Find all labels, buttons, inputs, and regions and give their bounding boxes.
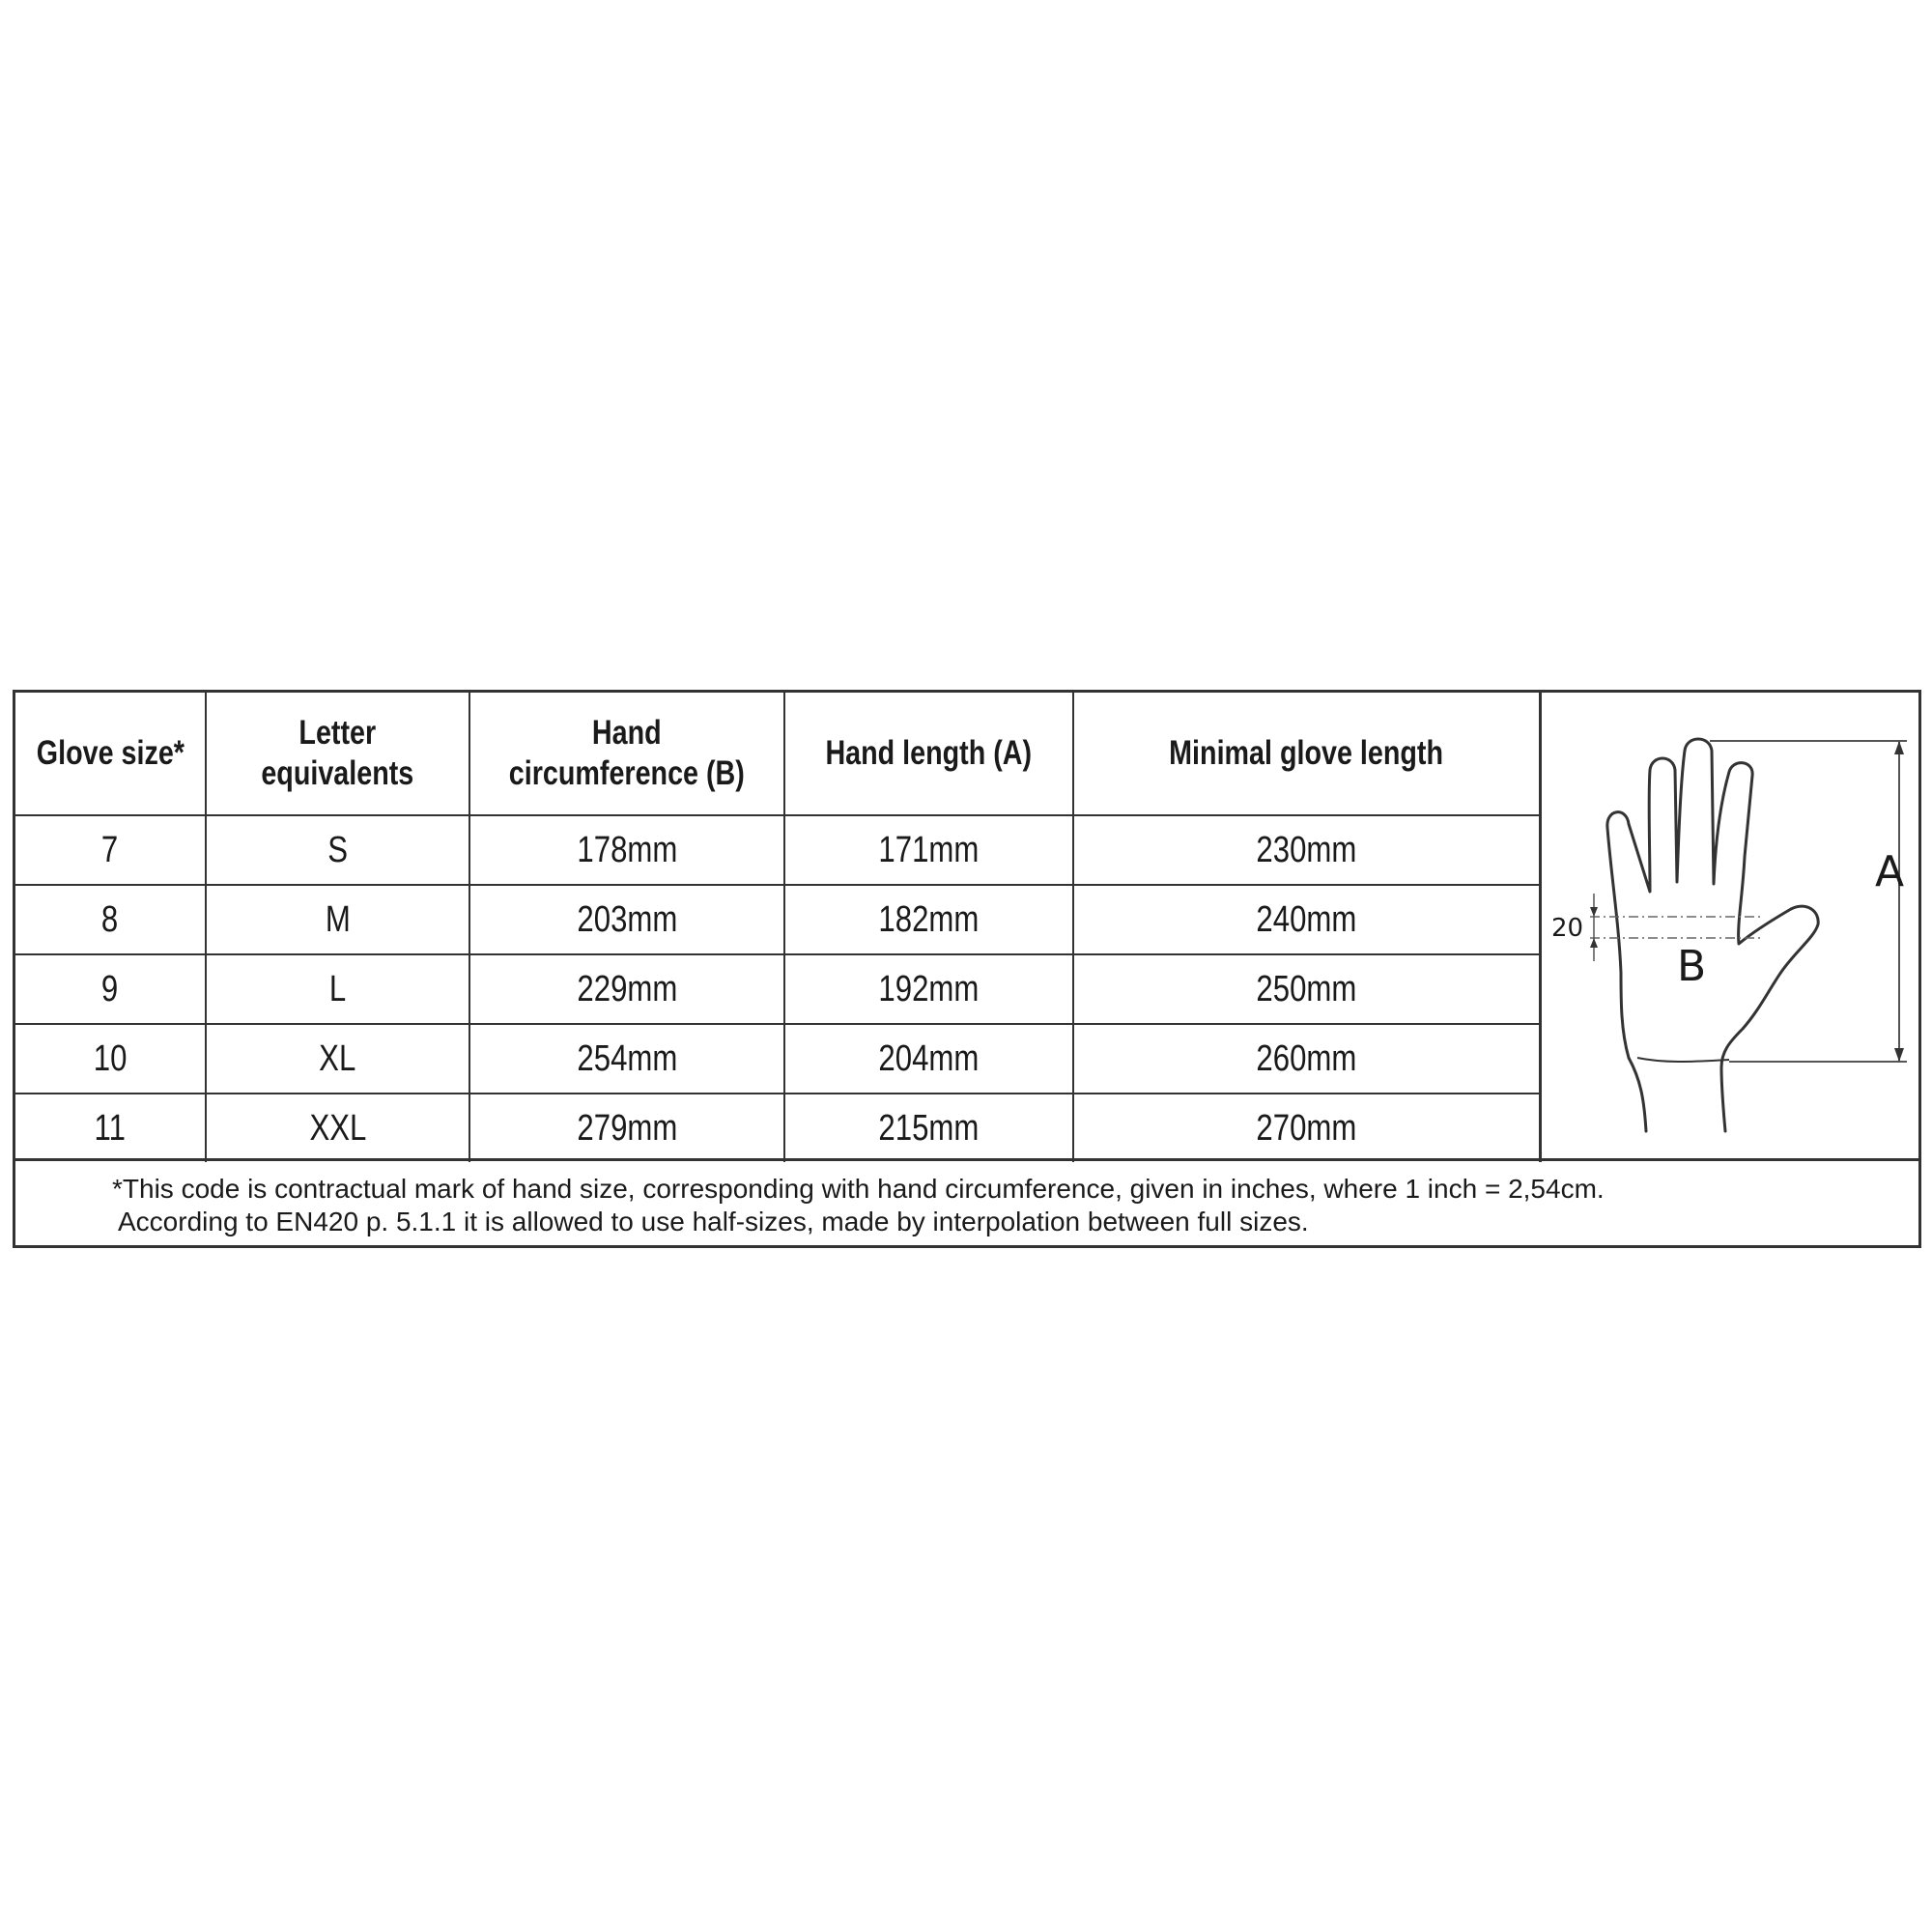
cell-size: 11 <box>15 1094 206 1162</box>
dim-20-arrow-bottom-icon <box>1590 938 1598 948</box>
header-hand-circumference: Hand circumference (B) <box>469 693 784 815</box>
cell-size: 10 <box>15 1024 206 1094</box>
cell-min-glove: 250mm <box>1073 954 1540 1024</box>
cell-circumference: 178mm <box>469 815 784 885</box>
cell-letter: L <box>206 954 469 1024</box>
table-row <box>15 885 1540 954</box>
cell-letter: XL <box>206 1024 469 1094</box>
header-glove-size: Glove size* <box>15 693 206 815</box>
cell-size: 9 <box>15 954 206 1024</box>
label-b: B <box>1677 942 1707 991</box>
table-row <box>15 954 1540 1024</box>
header-hand-length: Hand length (A) <box>784 693 1073 815</box>
cell-circumference: 229mm <box>469 954 784 1024</box>
footnote-line-2: According to EN420 p. 5.1.1 it is allowed to use half-sizes, made by interpolation between full sizes. <box>118 1207 1309 1236</box>
hand-outline-icon <box>1607 739 1818 1131</box>
table-row <box>15 1024 1540 1094</box>
footnote-line-1: *This code is contractual mark of hand size, corresponding with hand circumference, given in inches, where 1 inch = 2,54cm. <box>112 1174 1605 1204</box>
cell-min-glove: 270mm <box>1073 1094 1540 1162</box>
cell-size: 8 <box>15 885 206 954</box>
footnote <box>15 1158 1918 1245</box>
cell-length: 182mm <box>784 885 1073 954</box>
cell-length: 171mm <box>784 815 1073 885</box>
header-minimal-glove-length: Minimal glove length <box>1073 693 1540 815</box>
dim-20-arrow-top-icon <box>1590 907 1598 917</box>
size-table <box>15 693 1542 1162</box>
table-row <box>15 1094 1540 1162</box>
label-20: 20 <box>1551 914 1584 943</box>
a-arrow-top-icon <box>1894 741 1904 754</box>
cell-length: 204mm <box>784 1024 1073 1094</box>
cell-circumference: 254mm <box>469 1024 784 1094</box>
cell-length: 215mm <box>784 1094 1073 1162</box>
header-row <box>15 693 1540 815</box>
a-arrow-bottom-icon <box>1894 1048 1904 1062</box>
cell-size: 7 <box>15 815 206 885</box>
cell-circumference: 279mm <box>469 1094 784 1162</box>
cell-min-glove: 260mm <box>1073 1024 1540 1094</box>
header-letter-equivalents: Letter equivalents <box>206 693 469 815</box>
cell-min-glove: 240mm <box>1073 885 1540 954</box>
wrist-line <box>1637 1058 1729 1062</box>
hand-measurement-diagram <box>1540 693 1918 1158</box>
cell-min-glove: 230mm <box>1073 815 1540 885</box>
table-row <box>15 815 1540 885</box>
cell-letter: S <box>206 815 469 885</box>
label-a: A <box>1875 847 1905 896</box>
cell-circumference: 203mm <box>469 885 784 954</box>
cell-letter: M <box>206 885 469 954</box>
cell-length: 192mm <box>784 954 1073 1024</box>
cell-letter: XXL <box>206 1094 469 1162</box>
glove-size-chart <box>13 690 1921 1248</box>
